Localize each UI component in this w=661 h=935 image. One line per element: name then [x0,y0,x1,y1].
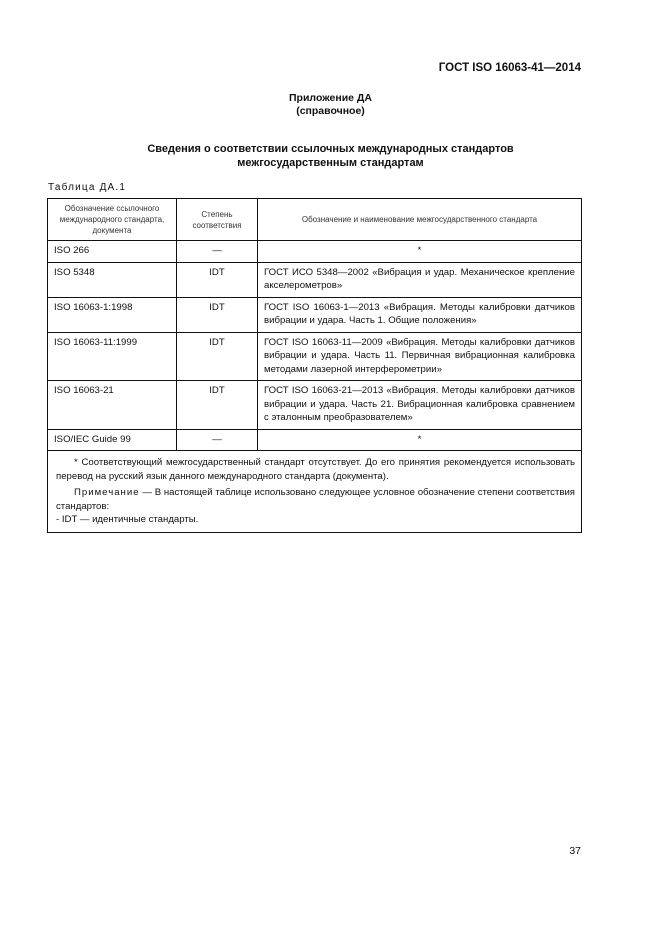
cell-reference: ISO 16063-1:1998 [48,297,177,332]
annex-title: Приложение ДА [289,92,372,104]
table-footnote-cell [48,451,582,533]
section-title-line-1: Сведения о соответствии ссылочных международных стандартов [147,143,514,155]
document-code: ГОСТ ISO 16063-41—2014 [438,62,581,74]
cell-standard: ГОСТ ИСО 5348—2002 «Вибрация и удар. Механическое крепление акселерометров» [258,262,582,297]
table-header-row [48,199,582,241]
cell-degree: IDT [177,332,258,381]
annex-subtitle: (справочное) [296,105,365,117]
cell-standard: ГОСТ ISO 16063-21—2013 «Вибрация. Методы калибровки датчиков вибрации и удара. Часть 21. Вибрационная калибровка сравнением с эталонным преобразователем» [258,381,582,430]
cell-reference: ISO 16063-11:1999 [48,332,177,381]
cell-reference: ISO 5348 [48,262,177,297]
note-list-item: - IDT — идентичные стандарты. [56,514,199,525]
note-text: — В настоящей таблице использовано следующее условное обозначение степени соответствия стандартов: [56,487,575,512]
header-degree: Степень соответствия [177,199,258,241]
cell-degree: — [177,429,258,451]
section-title [0,143,661,170]
note-label: Примечание [74,487,140,498]
cell-standard: ГОСТ ISO 16063-1—2013 «Вибрация. Методы калибровки датчиков вибрации и удара. Часть 1. Общие положения» [258,297,582,332]
cell-standard: * [258,429,582,451]
cell-degree: IDT [177,381,258,430]
cell-degree: IDT [177,297,258,332]
table-row [48,262,582,297]
table-row [48,429,582,451]
note-paragraph [56,486,575,513]
header-interstate-standard: Обозначение и наименование межгосударственного стандарта [258,199,582,241]
cell-degree: — [177,241,258,263]
table-caption: Таблица ДА.1 [48,182,127,193]
cell-degree: IDT [177,262,258,297]
table-row [48,332,582,381]
cell-reference: ISO 16063-21 [48,381,177,430]
table-row [48,241,582,263]
annex-heading [0,92,661,118]
cell-reference: ISO 266 [48,241,177,263]
section-title-line-2: межгосударственным стандартам [237,156,424,169]
header-reference-standard: Обозначение ссылочного международного стандарта, документа [48,199,177,241]
cell-reference: ISO/IEC Guide 99 [48,429,177,451]
table-row [48,297,582,332]
page-number: 37 [569,845,581,857]
table-row [48,381,582,430]
cell-standard: ГОСТ ISO 16063-11—2009 «Вибрация. Методы калибровки датчиков вибрации и удара. Часть 11. Первичная вибрационная калибровка методами лазерной интерферометрии» [258,332,582,381]
footnote-text: * Соответствующий межгосударственный стандарт отсутствует. До его принятия рекомендуется использовать перевод на русский язык данного международного стандарта (документа). [56,457,575,482]
cell-standard: * [258,241,582,263]
correspondence-table [47,198,582,533]
table-footnote-row [48,451,582,533]
